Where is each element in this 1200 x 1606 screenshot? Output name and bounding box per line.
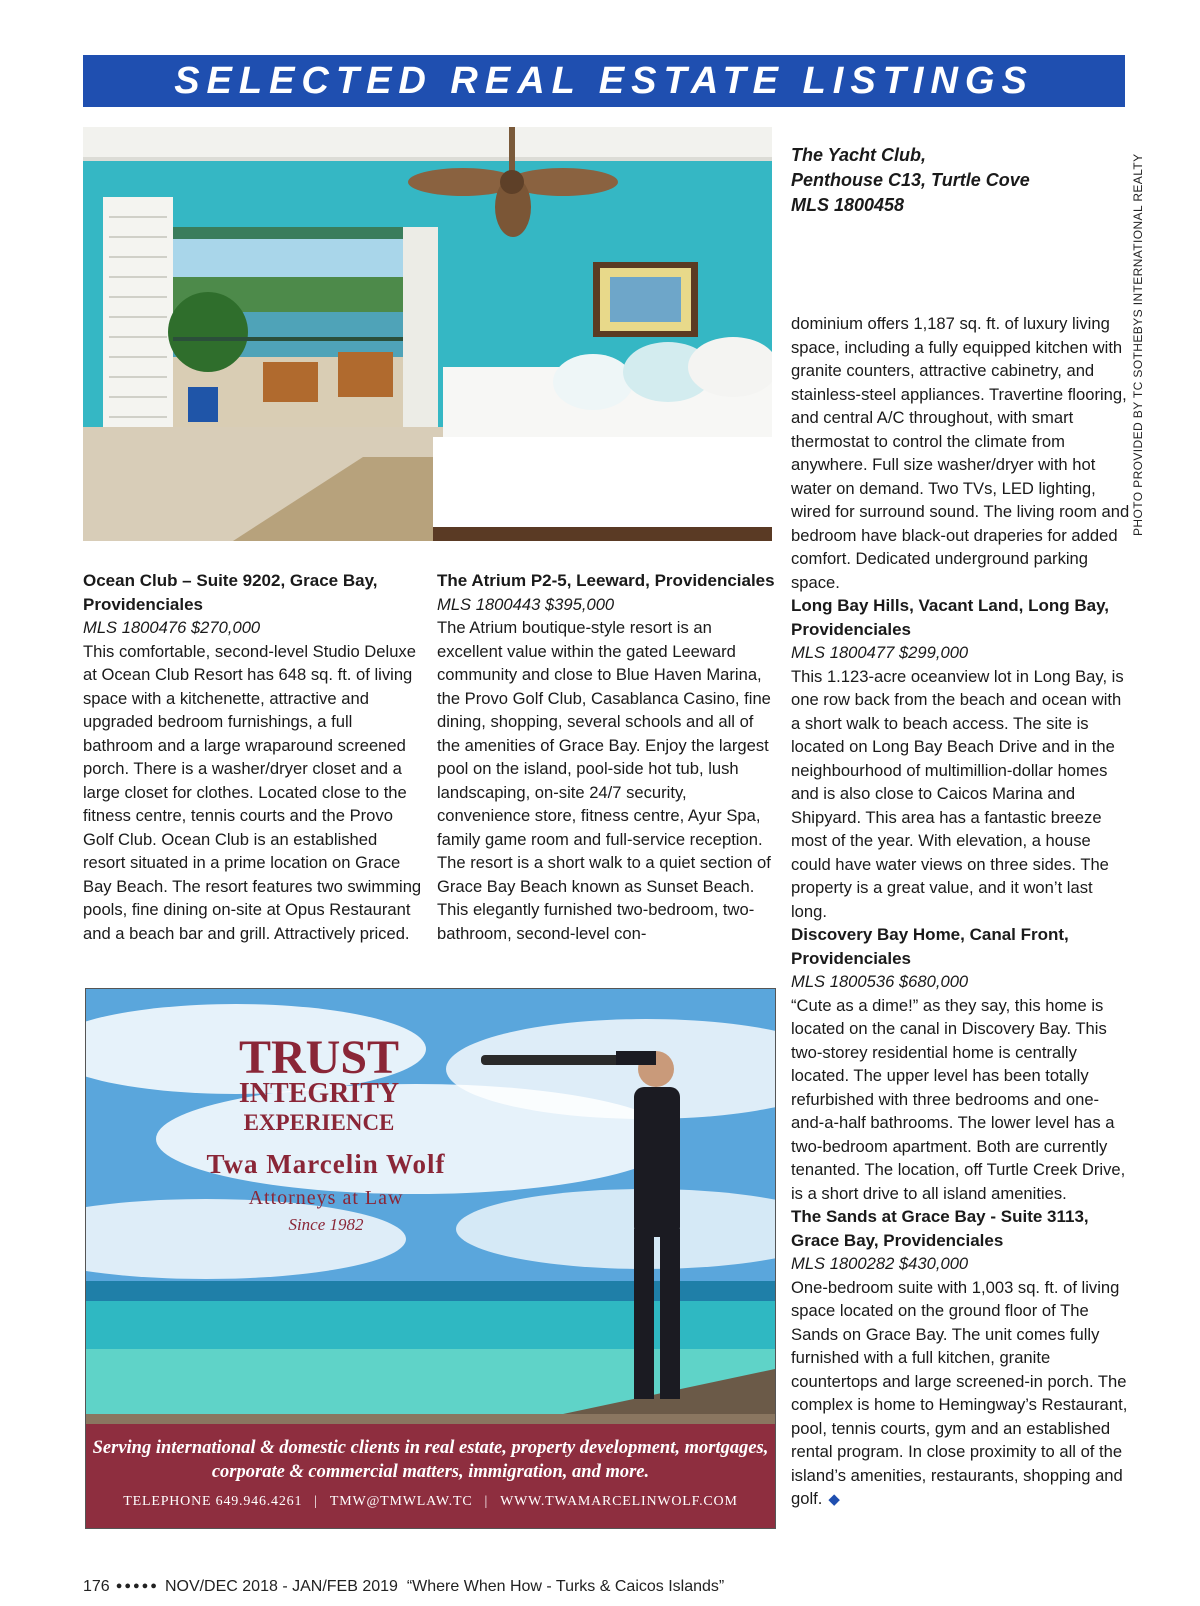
listing-body-atrium-continued: dominium offers 1,187 sq. ft. of luxury living space, including a fully equipped kitchen with granite counters, attractive cabinetry, and stainless-steel appliances. Travertine flooring, and central A/C throughout, with smart thermostat to control the climate from anywhere. Full size washer/dryer with hot water on demand. Two TVs, LED lighting, wired for surround sound. The living room and bedroom have black-out draperies for added comfort. Dedicated underground parking space. <box>791 314 1130 592</box>
listing-title-atrium: The Atrium P2-5, Leeward, Providenciales <box>437 571 775 590</box>
ad-trust-heading: TRUST <box>238 1031 400 1084</box>
page-footer <box>83 1578 724 1596</box>
section-title: SELECTED REAL ESTATE LISTINGS <box>174 60 1034 102</box>
section-banner <box>83 55 1125 107</box>
listing-title-sands: The Sands at Grace Bay - Suite 3113, Grace Bay, Providenciales <box>791 1207 1089 1250</box>
ad-info-band <box>86 1424 775 1528</box>
ad-telephone[interactable]: TELEPHONE 649.946.4261 <box>123 1494 303 1509</box>
listing-body-long-bay: This 1.123-acre oceanview lot in Long Bay, is one row back from the beach and ocean with a short walk to beach access. The site is located on Long Bay Beach Drive and in the neighbourhood of multimillion-dollar homes and is also close to Caicos Marina and Shipyard. This area has a fantastic breeze most of the year. With elevation, a house could have water views on three sides. The property is a great value, and it won’t last long. <box>791 666 1124 921</box>
listing-body-atrium: The Atrium boutique-style resort is an excellent value within the gated Leeward community and close to Blue Haven Marina, the Provo Golf Club, Casablanca Casino, fine dining, shopping, several schools and all of the amenities of Grace Bay. Enjoy the largest pool on the island, pool-side hot tub, lush landscaping, on-site 24/7 security, convenience store, fitness centre, Ayur Spa, family game room and full-service reception. The resort is a short walk to a quiet section of Grace Bay Beach known as Sunset Beach. This elegantly furnished two-bedroom, two-bathroom, second-level con- <box>437 618 771 943</box>
column-1 <box>83 569 423 945</box>
law-firm-ad[interactable] <box>85 988 776 1529</box>
end-diamond-icon: ◆ <box>828 1491 840 1508</box>
listing-title-long-bay: Long Bay Hills, Vacant Land, Long Bay, Providenciales <box>791 596 1110 639</box>
dots-divider: ●●●●● <box>115 1580 159 1592</box>
yacht-club-line3: MLS 1800458 <box>791 195 905 215</box>
listing-title-ocean-club: Ocean Club – Suite 9202, Grace Bay, Providenciales <box>83 571 378 614</box>
listing-title-discovery-bay: Discovery Bay Home, Canal Front, Providenciales <box>791 925 1069 968</box>
yacht-club-line1: The Yacht Club, <box>791 145 927 165</box>
separator: | <box>314 1494 318 1509</box>
ad-services: Serving international & domestic clients in real estate, property development, mortgages, corporate & commercial matters, immigration, and more. <box>92 1438 769 1482</box>
listing-body-sands-text: One-bedroom suite with 1,003 sq. ft. of living space located on the ground floor of The Sands on Grace Bay. The unit comes fully furnished with a full kitchen, granite countertops and large screened-in porch. The complex is home to Hemingway’s Restaurant, pool, tennis courts, gym and an established rental program. In close proximity to all of the island’s amenities, restaurants, shopping and golf. <box>791 1277 1128 1508</box>
ad-firm-name: Twa Marcelin Wolf <box>206 1149 446 1179</box>
yacht-club-caption <box>791 143 1131 218</box>
photo-credit: PHOTO PROVIDED BY TC SOTHEBYS INTERNATIONAL REALTY <box>1131 153 1145 536</box>
listing-mls-long-bay: MLS 1800477 $299,000 <box>791 643 969 662</box>
listing-mls-discovery-bay: MLS 1800536 $680,000 <box>791 972 969 991</box>
listing-body-sands <box>791 1276 1131 1512</box>
bedroom-illustration <box>83 127 772 541</box>
column-2 <box>437 569 777 945</box>
listing-mls-ocean-club: MLS 1800476 $270,000 <box>83 618 261 637</box>
ad-attorneys: Attorneys at Law <box>248 1187 404 1209</box>
ad-since: Since 1982 <box>288 1215 364 1234</box>
page-number: 176 <box>83 1578 110 1595</box>
issue-date: NOV/DEC 2018 - JAN/FEB 2019 <box>164 1578 398 1595</box>
column-3 <box>791 312 1131 1512</box>
listing-mls-sands: MLS 1800282 $430,000 <box>791 1254 969 1273</box>
ad-email[interactable]: TMW@TMWLAW.TC <box>329 1494 473 1509</box>
ad-website[interactable]: WWW.TWAMARCELINWOLF.COM <box>500 1494 738 1509</box>
listing-body-discovery-bay: “Cute as a dime!” as they say, this home is located on the canal in Discovery Bay. This two-storey residential home is centrally located. The upper level has been totally refurbished with three bedrooms and one-and-a-half bathrooms. The lower level has a two-bedroom apartment. Both are currently tenanted. The location, off Turtle Creek Drive, is a short drive to all island amenities. <box>791 995 1126 1203</box>
separator: | <box>484 1494 489 1509</box>
magazine-name: “Where When How - Turks & Caicos Islands” <box>406 1578 725 1595</box>
listing-mls-atrium: MLS 1800443 $395,000 <box>437 594 615 614</box>
ad-experience-heading: EXPERIENCE <box>243 1110 395 1135</box>
ad-contact-line <box>86 1494 775 1510</box>
bedroom-photo <box>83 127 772 541</box>
yacht-club-line2: Penthouse C13, Turtle Cove <box>791 170 1030 190</box>
ad-integrity-heading: INTEGRITY <box>238 1078 400 1109</box>
listing-body-ocean-club: This comfortable, second-level Studio Deluxe at Ocean Club Resort has 648 sq. ft. of living space with a kitchenette, attractive and upgraded bedroom furnishings, a full bathroom and a large wraparound screened porch. There is a washer/dryer closet and a large closet for clothes. Located close to the fitness centre, tennis courts and the Provo Golf Club. Ocean Club is an established resort situated in a prime location on Grace Bay Beach. The resort features two swimming pools, fine dining on-site at Opus Restaurant and a beach bar and grill. Attractively priced. <box>83 641 422 943</box>
